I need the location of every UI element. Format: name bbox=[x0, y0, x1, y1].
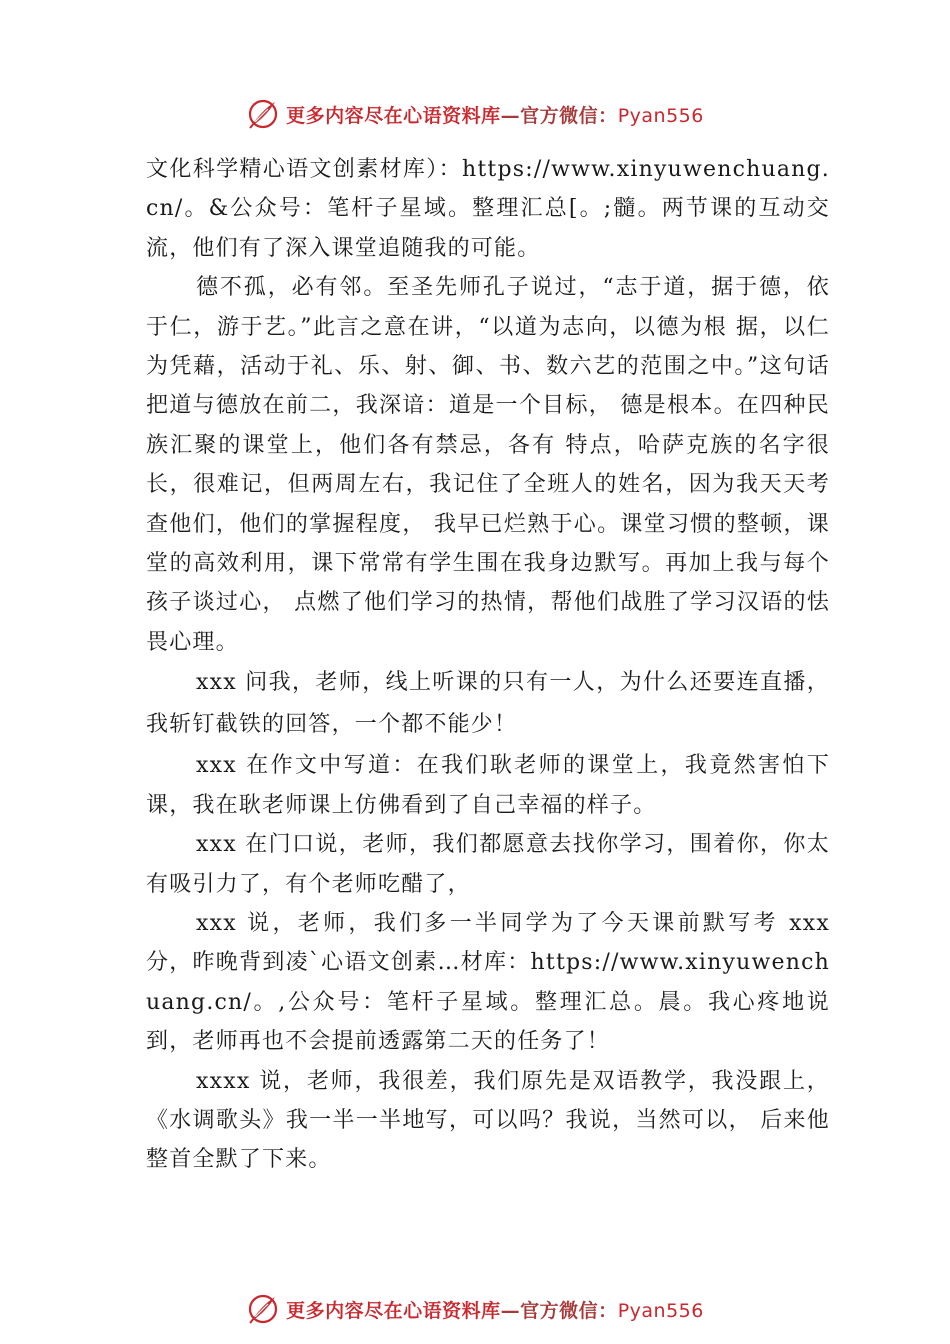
paragraph-6: xxx 说，老师，我们多一半同学为了今天课前默写考 xxx 分，昨晚背到凌`心语文创素…材库：https://www.xinyuwenchuang.cn/。,公众号：笔杆子星域。整理汇总。晨。我心疼地说到，老师再也不会提前透露第二天的任务了！ bbox=[146, 910, 830, 1055]
footer-banner bbox=[0, 1289, 950, 1329]
banner-account: Pyan556 bbox=[617, 1299, 704, 1322]
banner-official: —官方微信： bbox=[500, 104, 618, 127]
document-body bbox=[146, 150, 830, 1180]
paragraph-3: xxx 问我，老师，线上听课的只有一人，为什么还要连直播，我斩钉截铁的回答，一个都不能少！ bbox=[146, 670, 830, 738]
paragraph-1: 文化科学精心语文创素材库）：https://www.xinyuwenchuang.cn/。&公众号：笔杆子星域。整理汇总[。;髓。两节课的互动交流，他们有了深入课堂追随我的可能。 bbox=[146, 157, 830, 261]
banner-account: Pyan556 bbox=[617, 104, 704, 127]
banner-text bbox=[286, 101, 704, 128]
banner-official: —官方微信： bbox=[500, 1299, 618, 1322]
paragraph-2: 德不孤，必有邻。至圣先师孔子说过，“志于道，据于德，依于仁，游于艺。”此言之意在讲，“以道为志向，以德为根 据，以仁为凭藉，活动于礼、乐、射、御、书、数六艺的范围之中。”这句话把道与德放在前二，我深谙：道是一个目标， 德是根本。在四种民族汇聚的课堂上，他们各有禁忌，各有 特点，哈萨克族的名字很长，很难记，但两周左右，我记住了全班人的姓名，因为我天天考查他们，他们的掌握程度， 我早已烂熟于心。课堂习惯的整顿，课堂的高效利用，课下常常有学生围在我身边默写。再加上我与每个孩子谈过心， 点燃了他们学习的热情，帮他们战胜了学习汉语的怯畏心理。 bbox=[146, 275, 830, 655]
feather-pen-logo-icon bbox=[246, 1292, 280, 1326]
banner-main: 更多内容尽在心语资料库 bbox=[286, 104, 501, 127]
feather-pen-logo-icon bbox=[246, 97, 280, 131]
paragraph-4: xxx 在作文中写道：在我们耿老师的课堂上，我竟然害怕下课，我在耿老师课上仿佛看到了自己幸福的样子。 bbox=[146, 753, 830, 818]
paragraph-7: xxxx 说，老师，我很差，我们原先是双语教学，我没跟上，《水调歌头》我一半一半地写，可以吗？我说，当然可以， 后来他整首全默了下来。 bbox=[146, 1068, 830, 1173]
banner-text bbox=[286, 1296, 704, 1323]
paragraph-5: xxx 在门口说，老师，我们都愿意去找你学习，围着你，你太有吸引力了，有个老师吃醋了， bbox=[146, 832, 830, 897]
banner-main: 更多内容尽在心语资料库 bbox=[286, 1299, 501, 1322]
header-banner bbox=[0, 94, 950, 134]
